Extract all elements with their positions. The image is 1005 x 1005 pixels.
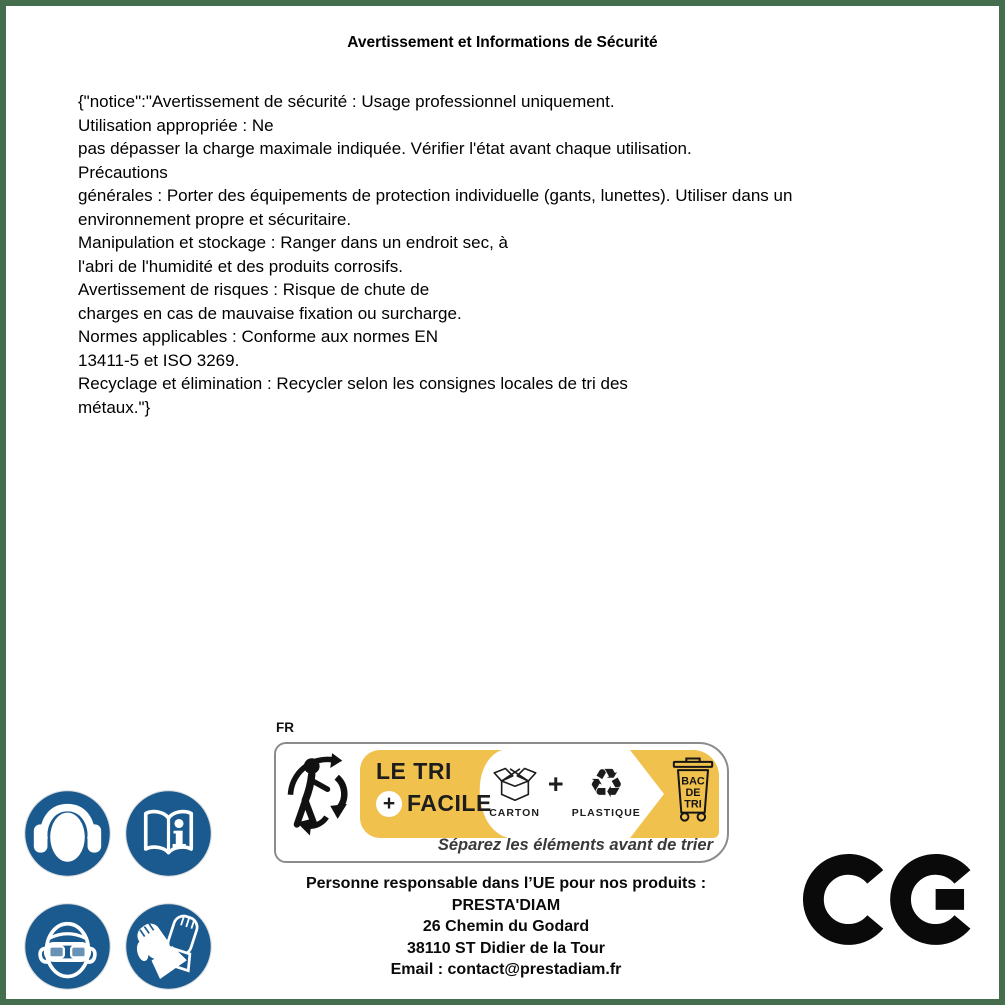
bin-text-line: DE [685,787,701,799]
carton-label: CARTON [489,806,540,819]
plus-separator: + [547,768,564,799]
sorting-bin-icon [668,753,718,829]
notice-line: Précautions [78,162,168,182]
eu-responsible-block [256,873,756,981]
plastique-material [571,761,641,819]
notice-line: {"notice":"Avertissement de sécurité : Usage professionnel uniquement. [78,92,615,111]
country-code-label: FR [276,720,294,735]
sorting-instruction-text: Séparez les éléments avant de trier [437,836,713,854]
plastique-label: PLASTIQUE [571,806,641,819]
notice-line: pas dépasser la charge maximale indiquée. Vérifier l'état avant chaque utilisation. [78,139,692,158]
tri-facile-headline [376,758,492,817]
materials-row [484,755,646,827]
facile-text: FACILE [407,790,492,816]
notice-line: charges en cas de mauvaise fixation ou surcharge. [78,303,462,323]
le-tri-text: LE TRI [376,758,452,784]
notice-line: métaux."} [78,397,151,417]
protective-gloves-icon [123,901,214,992]
carton-material [489,764,540,819]
notice-line: Recyclage et élimination : Recycler selon les consignes locales de tri des [78,374,628,393]
bin-text-line: BAC [681,775,705,788]
email-line: Email : contact@prestadiam.fr [390,961,622,978]
notice-line: l'abri de l'humidité et des produits corrosifs. [78,256,403,276]
notice-line: Normes applicables : Conforme aux normes EN [78,327,438,346]
company-name: PRESTA'DIAM [451,896,561,914]
page-title: Avertissement et Informations de Sécurité [347,34,658,51]
address-line: 26 Chemin du Godard [422,918,590,935]
notice-line: Utilisation appropriée : Ne [78,115,274,135]
notice-line: 13411-5 et ISO 3269. [78,350,240,370]
info-tri-label [274,742,729,863]
recycling-symbol-icon: ♻ [588,761,625,806]
notice-line: Manipulation et stockage : Ranger dans un endroit sec, à [78,233,508,252]
notice-line: générales : Porter des équipements de protection individuelle (gants, lunettes). Utiliser dans un [78,186,793,205]
notice-line: Avertissement de risques : Risque de chute de [78,280,430,299]
eye-protection-icon [22,901,113,992]
bin-text-line: TRI [684,798,702,811]
notice-line: environnement propre et sécuritaire. [78,209,352,229]
ear-protection-icon [22,788,113,879]
ce-marking-logo [803,848,983,948]
safety-notice-text [78,90,940,419]
read-manual-icon [123,788,214,879]
address-line: 38110 ST Didier de la Tour [407,939,605,957]
triman-icon [284,751,358,846]
carton-box-icon [491,764,539,804]
responsible-intro: Personne responsable dans l’UE pour nos produits : [305,875,707,892]
plus-circle-icon: + [376,791,402,817]
